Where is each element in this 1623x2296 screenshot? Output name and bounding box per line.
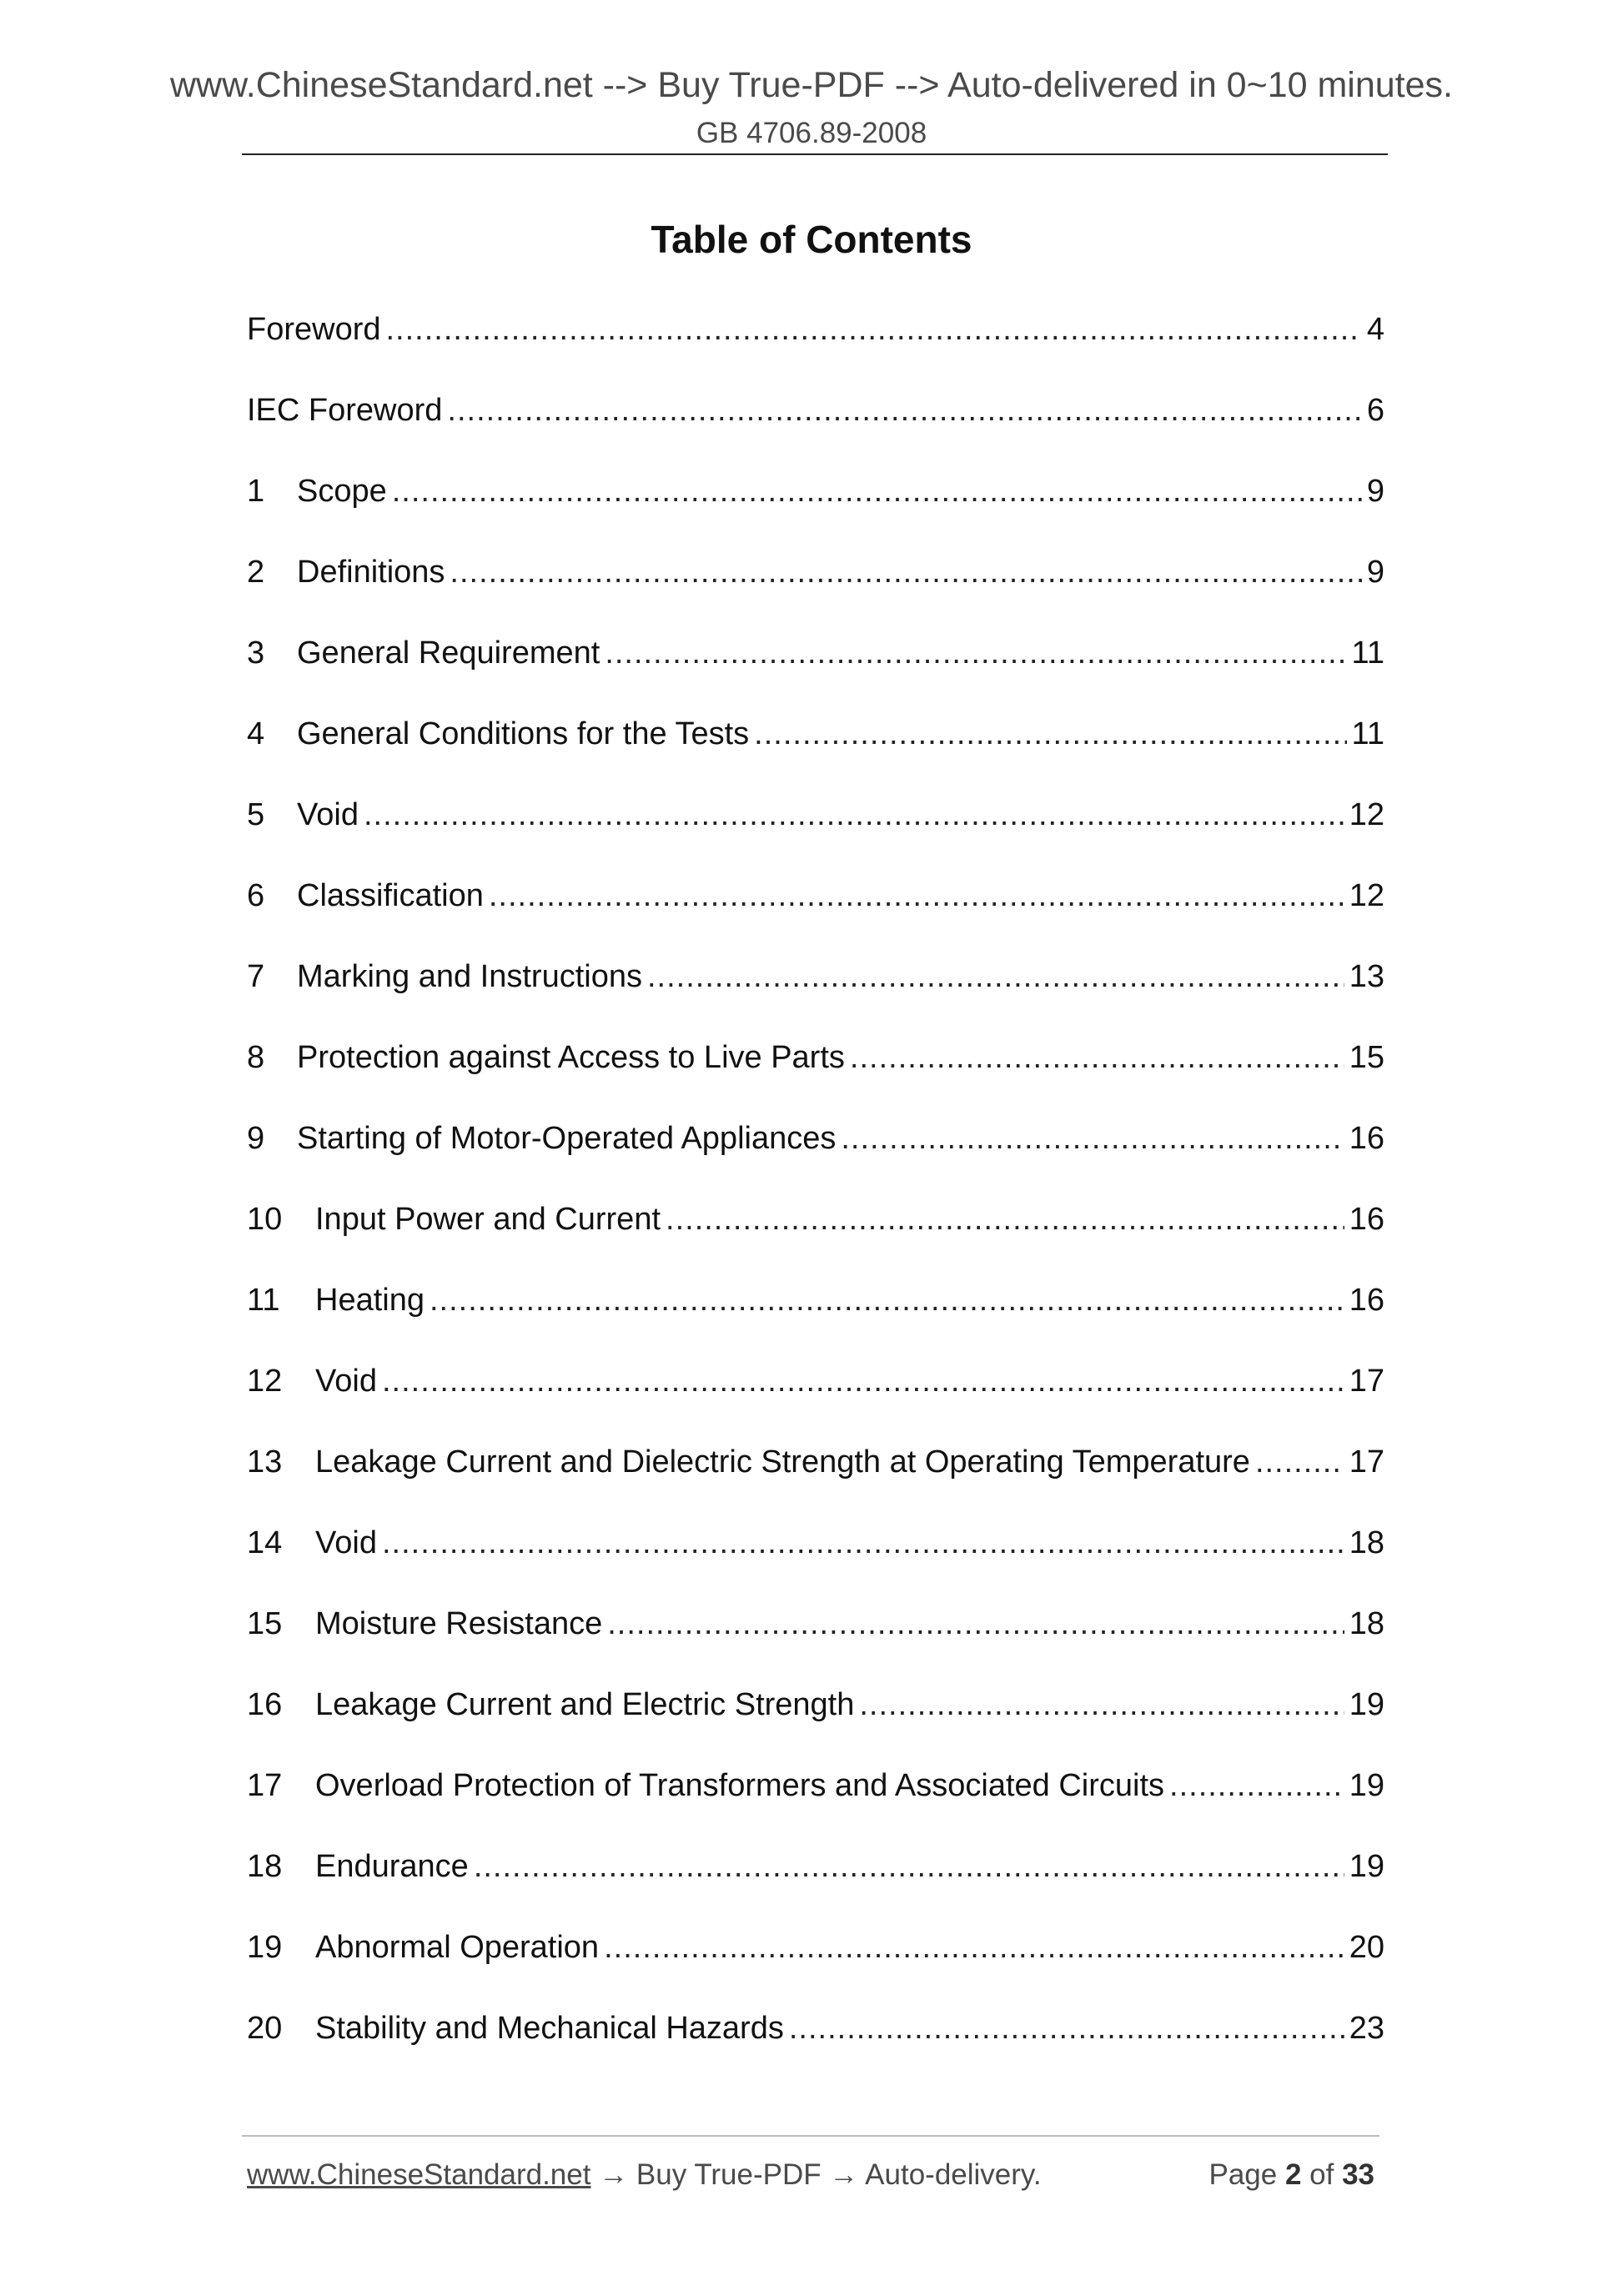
toc-entry-page: 20: [1349, 1930, 1384, 1965]
toc-entry-title: IEC Foreword: [247, 393, 443, 428]
toc-entry-page: 4: [1366, 312, 1384, 347]
toc-entry[interactable]: [247, 1033, 1384, 1114]
toc-entry-number: 20: [247, 2011, 283, 2046]
toc-entry-title: Protection against Access to Live Parts: [297, 1040, 845, 1075]
toc-dot-leader: [1169, 1761, 1344, 1810]
footer-tagline: → Buy True-PDF → Auto-delivery.: [590, 2158, 1042, 2191]
toc-entry-page: 16: [1349, 1121, 1384, 1156]
toc-entry-page: 19: [1349, 1849, 1384, 1884]
toc-dot-leader: [850, 1033, 1344, 1082]
toc-entry-title: Abnormal Operation: [315, 1930, 600, 1965]
toc-entry[interactable]: [247, 710, 1384, 791]
toc-entry-page: 16: [1349, 1283, 1384, 1318]
toc-entry-title: General Requirement: [297, 636, 600, 671]
toc-entry-title: Starting of Motor-Operated Appliances: [297, 1121, 837, 1156]
toc-entry[interactable]: [247, 467, 1384, 548]
toc-dot-leader: [382, 1519, 1344, 1567]
toc-entry-title: Definitions: [297, 555, 445, 590]
toc-entry-number: 18: [247, 1849, 283, 1884]
toc-entry-page: 11: [1351, 716, 1384, 751]
toc-entry-number: 6: [247, 878, 265, 913]
toc-entry[interactable]: [247, 1438, 1384, 1519]
toc-entry-page: 18: [1349, 1525, 1384, 1560]
toc-entry-number: 3: [247, 636, 265, 671]
footer-left: [247, 2158, 1042, 2192]
toc-entry[interactable]: [247, 1923, 1384, 2004]
toc-entry[interactable]: [247, 791, 1384, 872]
toc-entry-title: General Conditions for the Tests: [297, 716, 750, 751]
toc-entry-title: Stability and Mechanical Hazards: [315, 2011, 784, 2046]
toc-entry-page: 17: [1349, 1444, 1384, 1480]
toc-entry-title: Classification: [297, 878, 484, 913]
page-prefix: Page: [1208, 2158, 1285, 2191]
page-of: of: [1301, 2158, 1343, 2191]
toc-entry[interactable]: [247, 872, 1384, 952]
toc-entry[interactable]: [247, 548, 1384, 629]
footer-divider: [242, 2135, 1379, 2137]
toc-dot-leader: [474, 1842, 1344, 1891]
toc-list: [247, 305, 1384, 2085]
toc-entry[interactable]: [247, 2004, 1384, 2085]
toc-entry-title: Marking and Instructions: [297, 959, 642, 994]
toc-entry-title: Overload Protection of Transformers and Associated Circuits: [315, 1768, 1165, 1803]
header-banner: www.ChineseStandard.net --> Buy True-PDF --> Auto-delivered in 0~10 minutes.: [169, 65, 1453, 105]
toc-entry-number: 13: [247, 1444, 283, 1480]
toc-dot-leader: [450, 548, 1361, 596]
toc-entry-title: Void: [315, 1525, 377, 1560]
toc-entry[interactable]: [247, 1276, 1384, 1357]
toc-entry-page: 6: [1366, 393, 1384, 428]
toc-entry-title: Scope: [297, 474, 387, 509]
toc-dot-leader: [647, 952, 1344, 1001]
toc-entry-number: 16: [247, 1687, 283, 1722]
toc-dot-leader: [1255, 1438, 1344, 1486]
toc-entry-page: 13: [1349, 959, 1384, 994]
toc-entry-number: 11: [247, 1283, 280, 1318]
toc-entry[interactable]: [247, 629, 1384, 710]
toc-entry-title: Leakage Current and Electric Strength: [315, 1687, 855, 1722]
standard-code: GB 4706.89-2008: [696, 117, 927, 149]
toc-entry-title: Heating: [315, 1283, 425, 1318]
toc-entry-page: 15: [1349, 1040, 1384, 1075]
toc-entry-title: Void: [297, 797, 359, 832]
toc-entry-title: Void: [315, 1364, 377, 1399]
toc-entry-page: 12: [1349, 878, 1384, 913]
toc-entry-title: Foreword: [247, 312, 381, 347]
header-divider: [242, 153, 1388, 155]
toc-entry-number: 2: [247, 555, 265, 590]
toc-entry-page: 19: [1349, 1768, 1384, 1803]
toc-dot-leader: [605, 629, 1346, 677]
toc-entry-number: 14: [247, 1525, 283, 1560]
toc-entry-page: 11: [1351, 636, 1384, 671]
toc-entry[interactable]: [247, 1357, 1384, 1438]
toc-dot-leader: [447, 386, 1361, 435]
toc-entry-number: 7: [247, 959, 265, 994]
toc-entry-number: 17: [247, 1768, 283, 1803]
toc-entry-page: 19: [1349, 1687, 1384, 1722]
toc-entry-page: 23: [1349, 2011, 1384, 2046]
toc-dot-leader: [789, 2004, 1344, 2052]
toc-entry-number: 15: [247, 1606, 283, 1641]
toc-entry-number: 10: [247, 1202, 283, 1237]
toc-entry[interactable]: [247, 1195, 1384, 1276]
toc-dot-leader: [604, 1923, 1344, 1972]
toc-entry-page: 12: [1349, 797, 1384, 832]
toc-entry-number: 8: [247, 1040, 265, 1075]
toc-dot-leader: [489, 872, 1344, 920]
toc-entry-page: 9: [1366, 555, 1384, 590]
toc-entry-page: 9: [1366, 474, 1384, 509]
toc-dot-leader: [841, 1114, 1344, 1163]
toc-dot-leader: [392, 467, 1362, 515]
toc-dot-leader: [430, 1276, 1344, 1324]
toc-entry[interactable]: [247, 1681, 1384, 1761]
toc-dot-leader: [364, 791, 1344, 839]
page-total: 33: [1342, 2158, 1374, 2191]
toc-entry-page: 18: [1349, 1606, 1384, 1641]
toc-entry-title: Moisture Resistance: [315, 1606, 603, 1641]
toc-dot-leader: [607, 1600, 1344, 1648]
page-indicator: [1208, 2158, 1374, 2192]
toc-dot-leader: [859, 1681, 1344, 1729]
footer-site-link[interactable]: www.ChineseStandard.net: [247, 2158, 591, 2191]
toc-entry[interactable]: [247, 1761, 1384, 1842]
toc-entry-number: 4: [247, 716, 265, 751]
toc-dot-leader: [754, 710, 1346, 758]
toc-entry-title: Input Power and Current: [315, 1202, 661, 1237]
toc-entry-number: 5: [247, 797, 265, 832]
toc-dot-leader: [386, 305, 1362, 354]
toc-entry[interactable]: [247, 952, 1384, 1033]
toc-entry-title: Leakage Current and Dielectric Strength at Operating Temperature: [315, 1444, 1250, 1480]
toc-dot-leader: [666, 1195, 1344, 1243]
toc-dot-leader: [382, 1357, 1344, 1405]
toc-entry[interactable]: [247, 386, 1384, 467]
toc-entry[interactable]: [247, 1519, 1384, 1600]
toc-entry-page: 16: [1349, 1202, 1384, 1237]
toc-entry-number: 1: [247, 474, 265, 509]
toc-entry[interactable]: [247, 305, 1384, 386]
page-current: 2: [1284, 2158, 1302, 2191]
toc-entry-number: 19: [247, 1930, 283, 1965]
toc-entry-page: 17: [1349, 1364, 1384, 1399]
toc-entry[interactable]: [247, 1600, 1384, 1681]
toc-entry-title: Endurance: [315, 1849, 469, 1884]
toc-title: Table of Contents: [651, 218, 972, 261]
toc-entry[interactable]: [247, 1842, 1384, 1923]
toc-entry-number: 12: [247, 1364, 283, 1399]
toc-entry-number: 9: [247, 1121, 265, 1156]
toc-entry[interactable]: [247, 1114, 1384, 1195]
